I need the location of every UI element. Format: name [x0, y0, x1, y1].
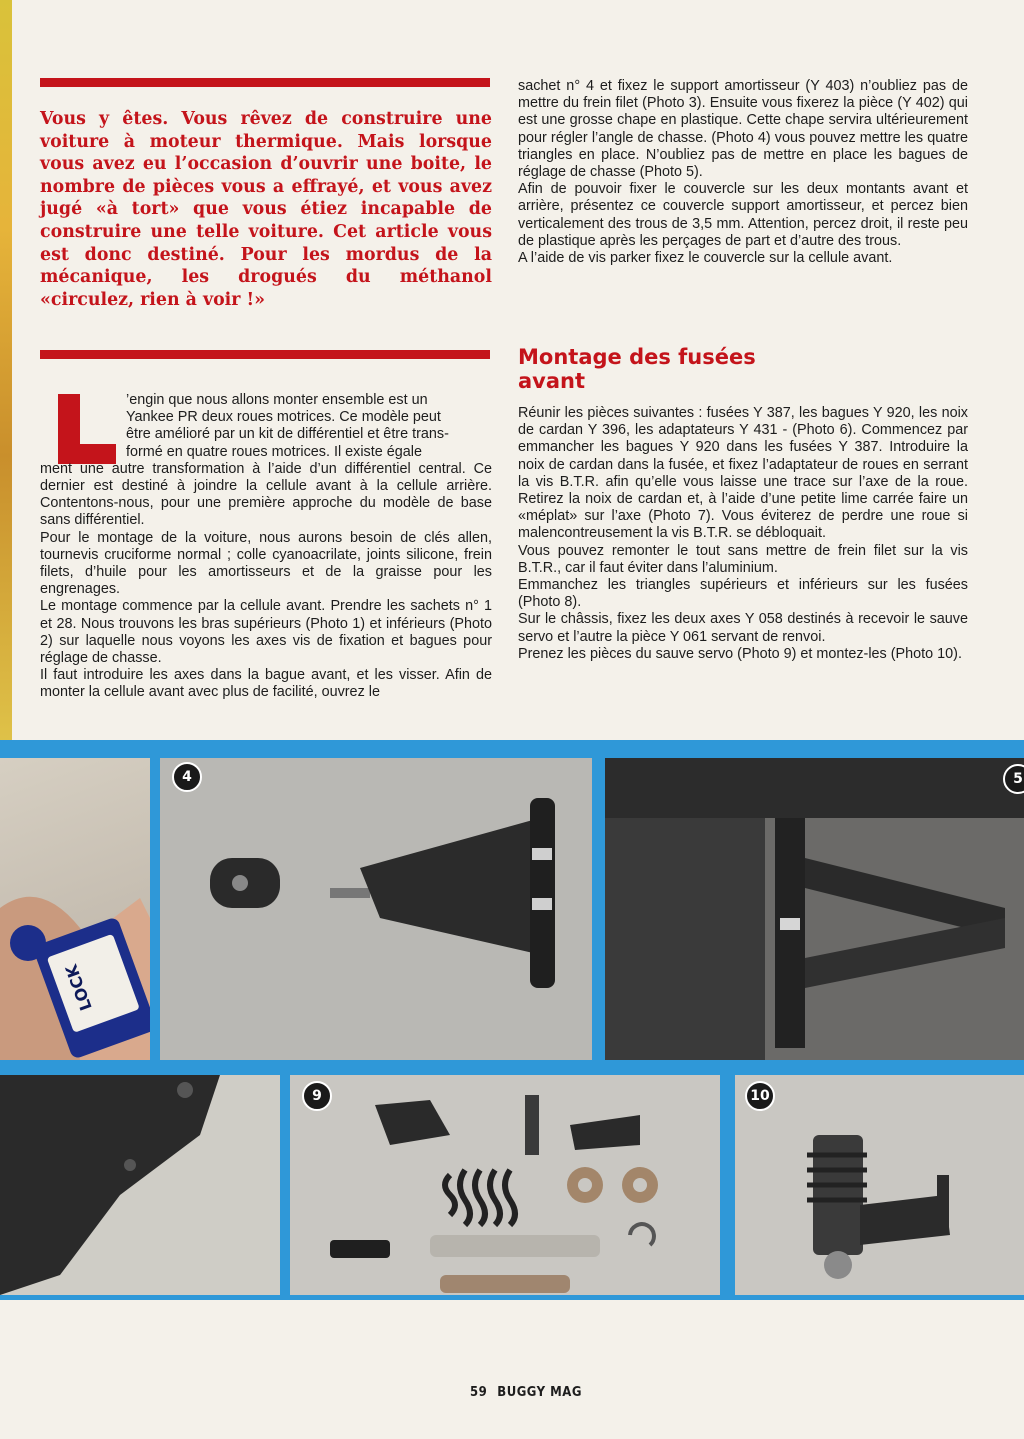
intro-top-rule: [40, 78, 490, 87]
edge-strip: [0, 0, 12, 760]
body-paragraph: Sur le châssis, fixez les deux axes Y 058 destinés à recevoir le sauve servo et l’autre la pièce Y 061 servant de renvoi.: [518, 611, 968, 645]
photo-10-assembled-servo-saver: [735, 1075, 1024, 1295]
body-paragraph: Réunir les pièces suivantes : fusées Y 387, les bagues Y 920, les noix de cardan Y 396, les adaptateurs Y 431 - (Photo 6). Commencez par emmancher les bagues Y 920 dans les fusées Y 387. Introduire la noix de cardan dans la fusée, et fixez l’adaptateur de roues en serrant la vis B.T.R. afin qu’elle vous laisse une trace sur l’axe de la roue. Retirez la noix de cardan et, à l’aide d’une petite lime carrée faire un «méplat» sur l’axe (Photo 7). Vous éviterez de perdre une roue si malencontreusement la vis B.T.R. se débloquait.: [518, 405, 968, 542]
photo-number-badge: 4: [172, 762, 202, 792]
body-paragraph: Afin de pouvoir fixer le couvercle sur les deux montants avant et arrière, présentez ce couvercle support amortisseur, et percez bien verticalement des trous de 3,5 mm. Attention, percez droit, il reste peu de plastique après les perçages de part et d’autre des trous.: [518, 181, 968, 249]
lead-line: Yankee PR deux roues motrices. Ce modèle peut: [126, 409, 441, 426]
assembled-servo-saver-illustration: [735, 1075, 1024, 1295]
photo-4-triangle-arm: [160, 758, 592, 1060]
body-paragraph: A l’aide de vis parker fixez le couvercle sur la cellule avant.: [518, 250, 893, 267]
magazine-name: BUGGY MAG: [497, 1385, 582, 1400]
photo-number-badge: 10: [745, 1081, 775, 1111]
body-paragraph: Vous pouvez remonter le tout sans mettre de frein filet sur la vis B.T.R., car il faut éviter dans l’aluminium.: [518, 542, 968, 576]
photo-thread-lock: [0, 758, 150, 1060]
body-paragraph: Pour le montage de la voiture, nous aurons besoin de clés allen, tournevis cruciforme normal ; colle cyanoacrilate, joints silicone, frein filets, d’huile pour les amortisseurs et de la graisse pour les engrenages.: [40, 529, 492, 598]
intro-standfirst: Vous y êtes. Vous rêvez de construire une voiture à moteur thermique. Mais lorsque vous avez eu l’occasion d’ouvrir une boite, le nombre de pièces vous a effrayé, et vous avez jugé «à tort» que vous étiez incapable de construire une telle voiture. Cet article vous est donc destiné. Pour les mordus de la mécanique, les drogués du méthanol «circulez, rien à voir !»: [40, 109, 492, 310]
triangle-arm-illustration: [160, 758, 592, 1060]
servo-saver-parts-illustration: [290, 1075, 720, 1295]
right-column-top: [518, 78, 968, 267]
section-heading-line: avant: [518, 369, 586, 393]
body-paragraph: sachet n° 4 et fixez le support amortisseur (Y 403) n’oubliez pas de mettre du frein filet (Photo 3). Ensuite vous fixerez la pièce (Y 402) qui est une grosse chape en plastique. Cette chape servira ultérieurement pour régler l’angle de chasse. (Photo 4) vous pouvez mettre les quatre triangles en place. N’oubliez pas de mettre en place les bagues de réglage de chasse (Photo 5).: [518, 78, 968, 181]
photo-9-servo-saver-parts: [290, 1075, 720, 1295]
front-cell-illustration: [605, 758, 1024, 1060]
right-column-bottom: [518, 405, 968, 663]
photo-chassis-detail: [0, 1075, 280, 1295]
section-heading-line: Montage des fusées: [518, 345, 756, 369]
lead-line: formé en quatre roues motrices. Il existe égale: [126, 443, 422, 460]
section-heading: [518, 345, 838, 393]
left-column: [40, 392, 492, 702]
photo-number-badge: 9: [302, 1081, 332, 1111]
body-paragraph: Il faut introduire les axes dans la bague avant, et les visser. Afin de monter la cellule avant avec plus de facilité, ouvrez le: [40, 667, 492, 701]
lead-line: ’engin que nous allons monter ensemble est un: [126, 392, 428, 408]
lock-label: LOCK: [61, 962, 96, 1014]
page-number: 59: [470, 1385, 488, 1400]
body-paragraph: Prenez les pièces du sauve servo (Photo 9) et montez-les (Photo 10).: [518, 645, 962, 662]
intro-bottom-rule: [40, 350, 490, 359]
lead-line: être amélioré par un kit de différentiel et être trans-: [126, 426, 449, 443]
body-paragraph: Le montage commence par la cellule avant. Prendre les sachets n° 1 et 28. Nous trouvons les bras supérieurs (Photo 1) et inférieurs (Photo 2) sur laquelle nous voyons les axes vis de fixation et bagues pour réglage de chasse.: [40, 598, 492, 667]
body-paragraph: ment une autre transformation à l’aide d’un différentiel central. Ce dernier est destiné à joindre la cellule avant à la cellule arrière. Contentons-nous, pour une première approche du modèle de base sans différentiel.: [40, 460, 492, 529]
page-footer: [470, 1385, 582, 1400]
photo-number-badge: 5: [1003, 764, 1024, 794]
chassis-illustration: [0, 1075, 280, 1295]
thread-lock-illustration: [0, 758, 150, 1060]
photo-5-front-cell: [605, 758, 1024, 1060]
body-paragraph: Emmanchez les triangles supérieurs et inférieurs sur les fusées (Photo 8).: [518, 577, 968, 611]
